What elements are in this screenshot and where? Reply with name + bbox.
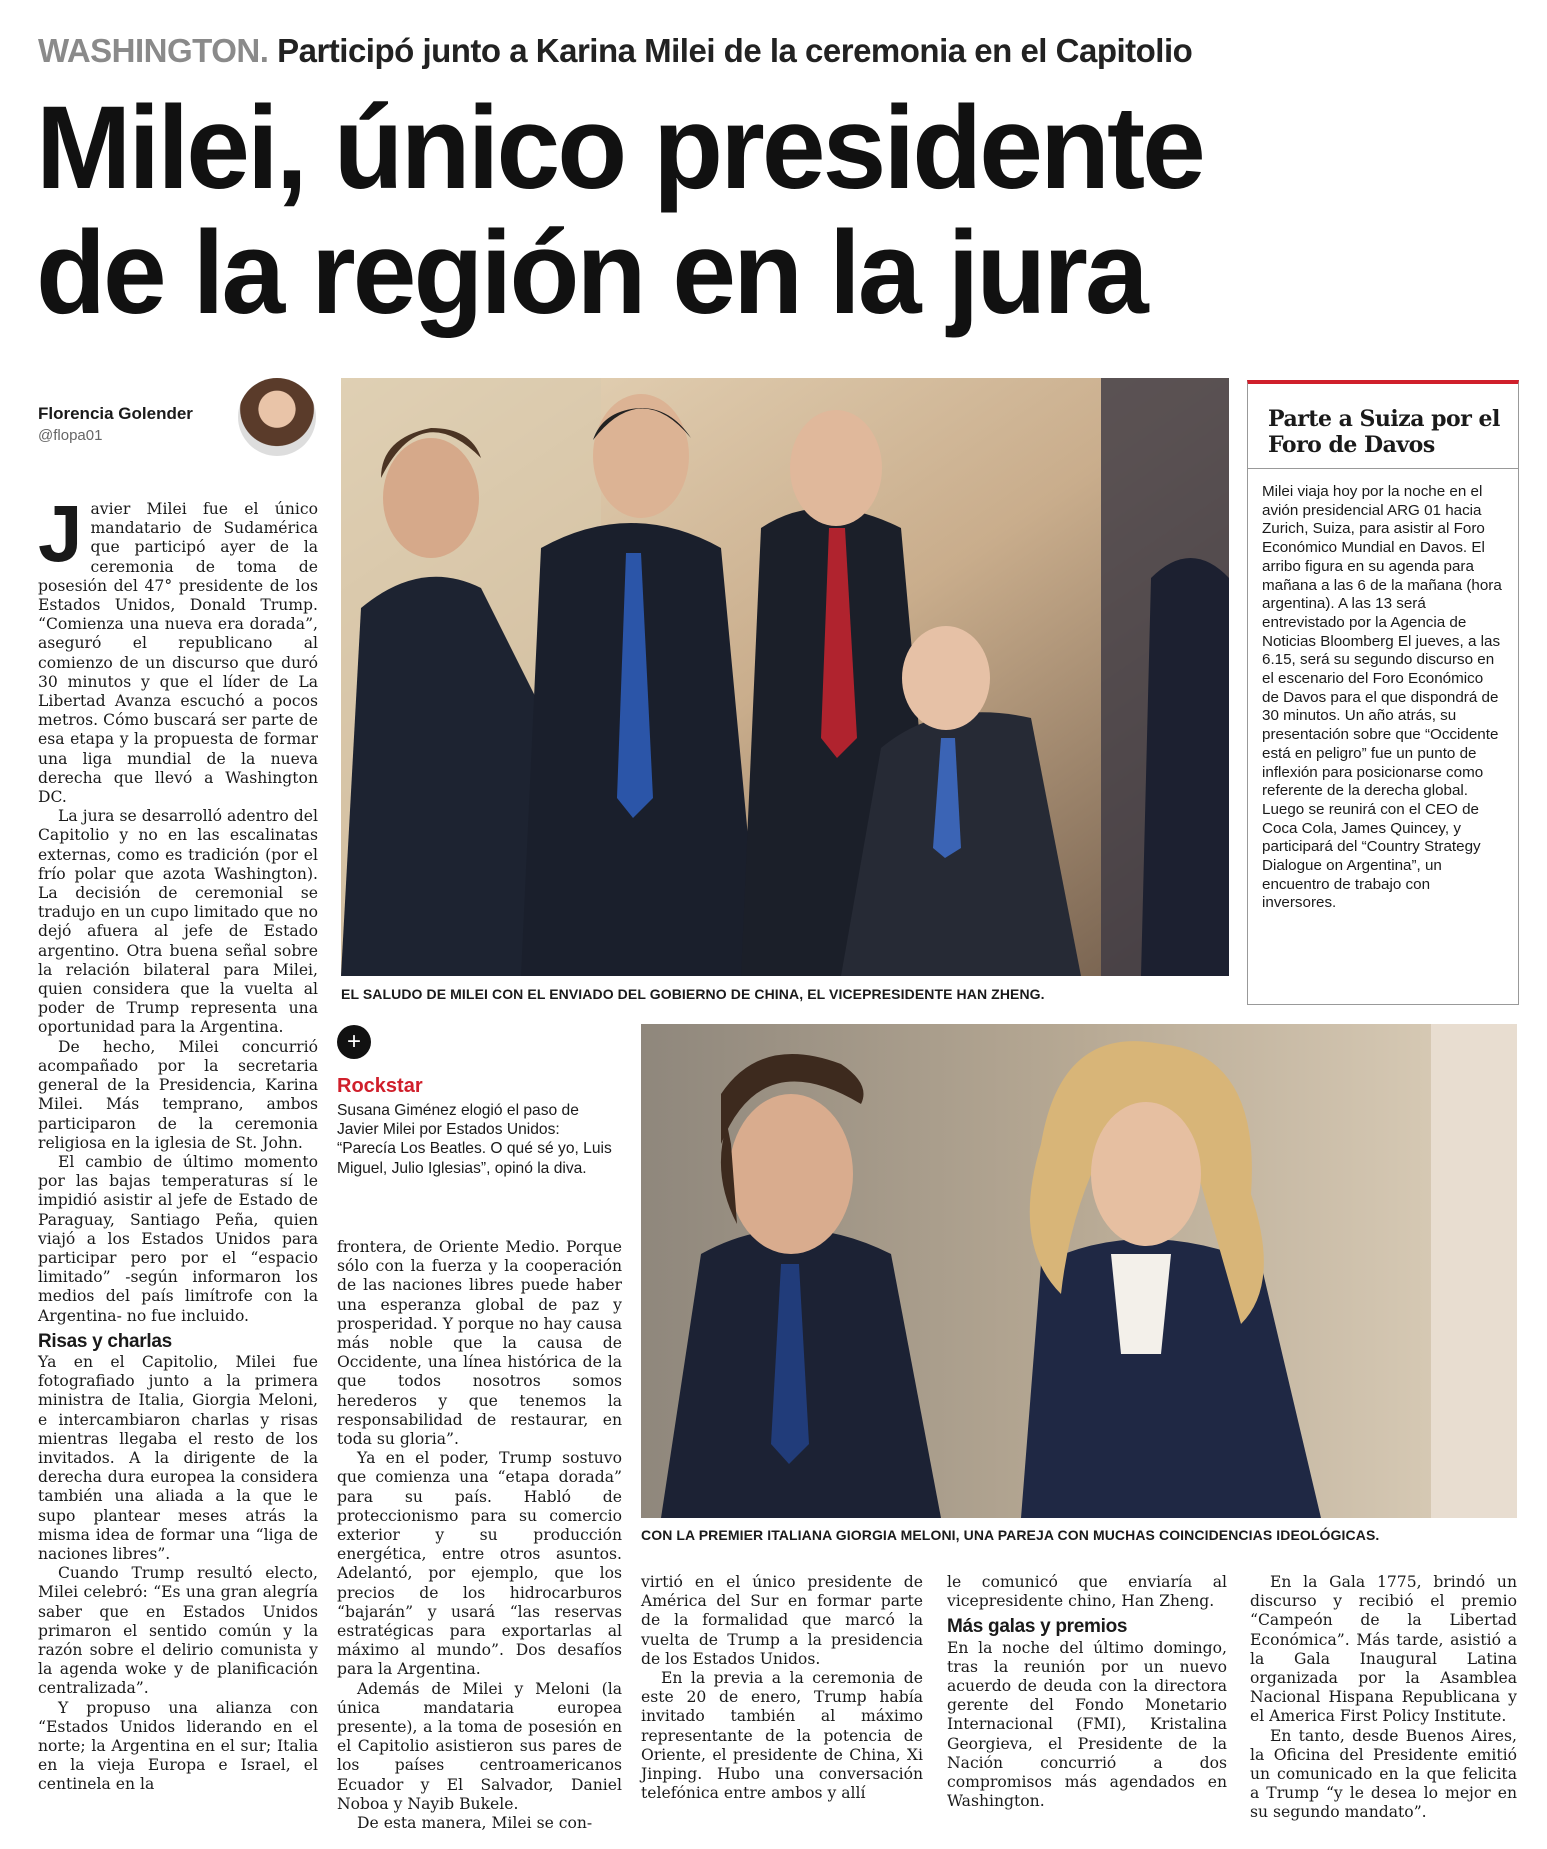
kicker-place: WASHINGTON. [38,32,269,69]
paragraph-5: Ya en el Capitolio, Milei fue fotografiado junto a la primera ministra de Italia, Giorgia Meloni, e intercambiaron charlas y risas mientras llegaba el resto de los invitados. A la dirigente de la derecha dura europea la considera también una aliada a la que le supo plantear meses atrás la misma idea de formar una “liga de naciones libres”. [38,1352,318,1563]
paragraph-2: La jura se desarrolló adentro del Capitolio y no en las escalinatas externas, como es tradición (por el frío polar que azota Washington). La decisión de ceremonial se tradujo en un cupo limitado que no dejó afuera al jefe de Estado argentino. Otra buena señal sobre la relación bilateral para Milei, quien considera que la vuelta al poder de Trump representa una oportunidad para la Argentina. [38,807,318,1037]
kicker-dek: Participó junto a Karina Milei de la ceremonia en el Capitolio [277,32,1193,69]
paragraph-13: En la previa a la ceremonia de este 20 de enero, Trump había invitado también al máximo representante de la potencia de Oriente, el presidente de China, Xi Jinping. Hubo una conversación telefónica entre ambos y allí [641,1669,923,1803]
kicker [38,32,1518,70]
paragraph-1: Javier Milei fue el único mandatario de Sudamérica que participó ayer de la ceremonia de toma de posesión del 47° presidente de los Estados Unidos, Donald Trump. “Comienza una nueva era dorada”, aseguró el republicano al comienzo de un discurso que duró 30 minutos y que el líder de La Libertad Avanza escuchó a pocos metros. Cómo buscará ser parte de esa etapa y la propuesta de formar una liga mundial de la nueva derecha que llevó a Washington DC. [38,489,318,807]
headline-line-2: de la región en la jura [36,207,1146,339]
subhead-galas: Más galas y premios [947,1616,1128,1638]
column-2 [337,1238,622,1833]
paragraph-17: En tanto, desde Buenos Aires, la Oficina del Presidente emitió un comunicado en la que felicita a Trump “y le desea lo mejor en su segundo mandato”. [1250,1726,1517,1822]
column-4 [947,1573,1227,1811]
dropcap: J [38,489,83,578]
photo-han-zheng [341,378,1229,976]
byline-name: Florencia Golender [38,404,193,423]
paragraph-16: En la Gala 1775, brindó un discurso y recibió el premio “Campeón de la Libertad Económica”. Más tarde, asistió a la Gala Inaugural Latina organizada por la Asamblea Nacional Hispana Republicana y el America First Policy Institute. [1250,1573,1517,1726]
sidebar-title: Parte a Suiza por el Foro de Davos [1268,406,1500,458]
paragraph-12: virtió en el único presidente de América del Sur en formar parte de la formalidad que marcó la vuelta de Trump a la presidencia de los Estados Unidos. [641,1573,923,1668]
photo-han-zheng-image [341,378,1229,976]
paragraph-10: Además de Milei y Meloni (la única mandataria europea presente), a la toma de posesión en el Capitolio asistieron sus pares de los países centroamericanos Ecuador y El Salvador, Daniel Noboa y Nayib Bukele. [337,1679,622,1813]
photo-meloni [641,1024,1517,1518]
photo-meloni-image [641,1024,1517,1518]
column-3 [641,1573,923,1803]
rockstar-text: Susana Giménez elogió el paso de Javier Milei por Estados Unidos: “Parecía Los Beatles. O qué sé yo, Luis Miguel, Julio Iglesias”, opinó la diva. [337,1102,612,1177]
plus-icon: + [337,1025,371,1059]
column-5 [1250,1573,1517,1823]
author-avatar [238,378,316,456]
headline-line-1: Milei, único presidente [36,82,1203,214]
photo-han-zheng-caption: EL SALUDO DE MILEI CON EL ENVIADO DEL GOBIERNO DE CHINA, EL VICEPRESIDENTE HAN ZHENG. [341,986,1045,1002]
paragraph-8: frontera, de Oriente Medio. Porque sólo con la fuerza y la cooperación de las naciones libres puede haber una esperanza global de paz y prosperidad. Y porque no hay causa más noble que la causa de Occidente, una línea histórica de la que todos nosotros somos herederos y que tenemos la responsabilidad de restaurar, en toda su gloria”. [337,1238,622,1449]
column-1 [38,489,318,1795]
headline [36,82,1472,339]
paragraph-4: El cambio de último momento por las bajas temperaturas sí le impidió asistir al jefe de Estado de Paraguay, Santiago Peña, quien viajó a los Estados Unidos para participar pero por el “espacio limitado” -según informaron los medios del país limítrofe con la Argentina- no fue incluido. [38,1152,318,1325]
subhead-risas: Risas y charlas [38,1330,172,1352]
byline-handle: @flopa01 [38,427,103,444]
paragraph-7: Y propuso una alianza con “Estados Unidos liderando en el norte; la Argentina en el sur; Italia en la vieja Europa e Israel, el centinela en la [38,1698,318,1794]
photo-meloni-caption: CON LA PREMIER ITALIANA GIORGIA MELONI, UNA PAREJA CON MUCHAS COINCIDENCIAS IDEOLÓGICAS. [641,1527,1380,1543]
paragraph-14: le comunicó que enviaría al vicepresidente chino, Han Zheng. [947,1573,1227,1611]
paragraph-3: De hecho, Milei concurrió acompañado por la secretaria general de la Presidencia, Karina Milei. Más temprano, ambos participaron de la ceremonia religiosa en la iglesia de St. John. [38,1037,318,1152]
paragraph-9: Ya en el poder, Trump sostuvo que comienza una “etapa dorada” para su país. Habló de proteccionismo para su comercio exterior y su producción energética, entre otros asuntos. Adelantó, por ejemplo, que los precios de los hidrocarburos “bajarán” y usará “las reservas estratégicas para exportarlas al máximo al mundo”. Dos desafíos para la Argentina. [337,1449,622,1679]
sidebar-body: Milei viaja hoy por la noche en el avión presidencial ARG 01 hacia Zurich, Suiza, para asistir al Foro Económico Mundial en Davos. El arribo figura en su agenda para mañana a las 6 de la mañana (hora argentina). A las 13 será entrevistado por la Agencia de Noticias Bloomberg El jueves, a las 6.15, será su segundo discurso en el escenario del Foro Económico de Davos para el que dispondrá de 30 minutos. Un año atrás, su presentación sobre que “Occidente está en peligro” fue un punto de inflexión para posicionarse como referente de la derecha global. Luego se reunirá con el CEO de Coca Cola, James Quincey, y participará del “Country Strategy Dialogue on Argentina”, un encuentro de trabajo con inversores. [1262,483,1502,912]
sidebar-davos [1247,380,1519,1005]
paragraph-6: Cuando Trump resultó electo, Milei celebró: “Es una gran alegría saber que en Estados Unidos primaron el sentido común y la razón sobre el delirio comunista y la agenda woke y de planificación centralizada”. [38,1564,318,1698]
rockstar-title: Rockstar [337,1075,423,1097]
paragraph-11: De esta manera, Milei se con- [357,1814,593,1833]
paragraph-15: En la noche del último domingo, tras la reunión por un nuevo acuerdo de deuda con la directora gerente del Fondo Monetario Internacional (FMI), Kristalina Georgieva, el Presidente de la Nación concurrió a dos compromisos más agendados en Washington. [947,1638,1227,1811]
